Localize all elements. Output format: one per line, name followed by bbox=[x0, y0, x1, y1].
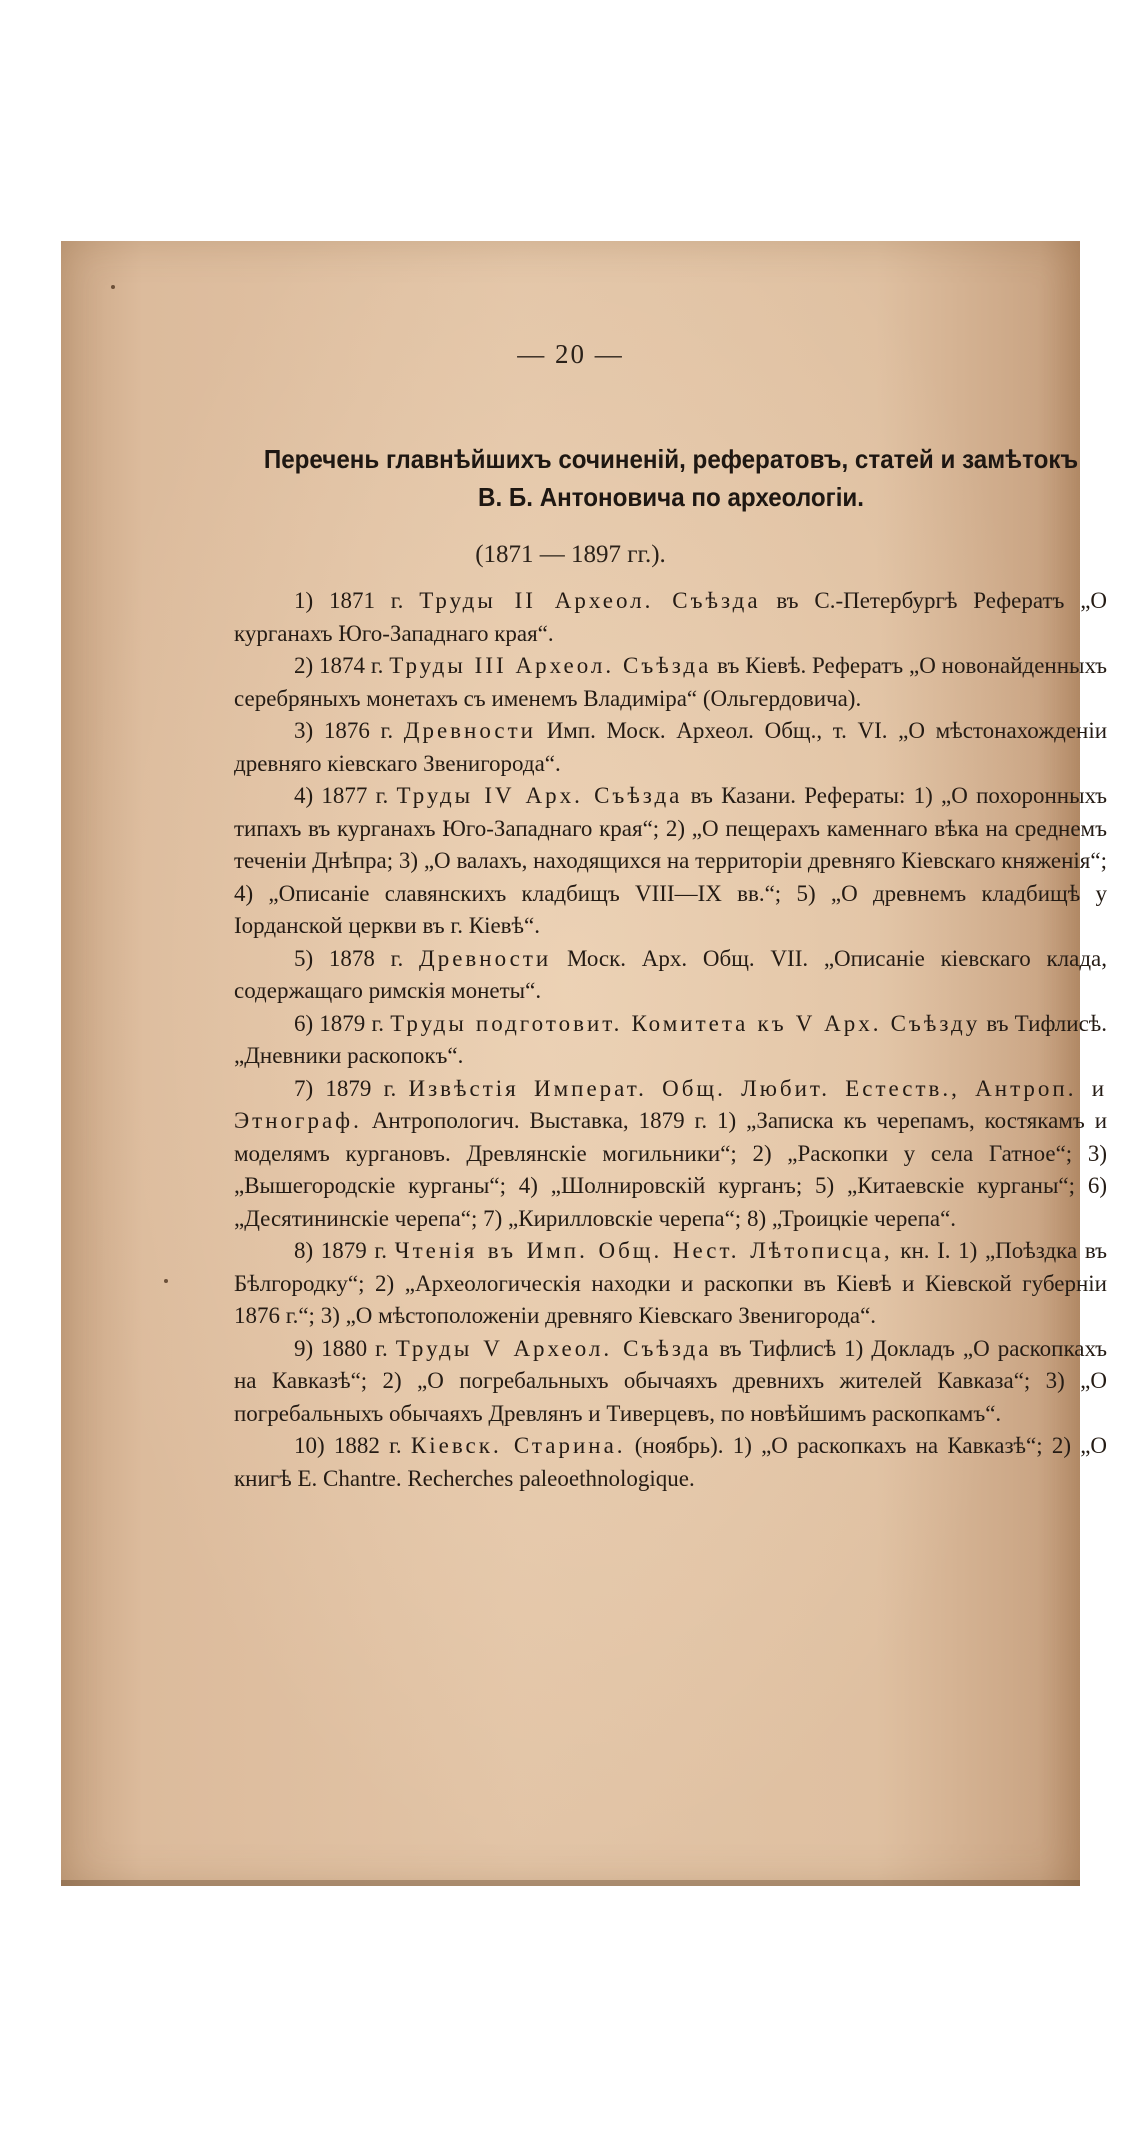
entry-text: Имп. Моск. Археол. Общ., т. VI. „О мѣстонахожденіи древняго кіевскаго Звенигорода“. bbox=[234, 718, 1108, 776]
entry-text: въ С.-Петербургѣ Рефератъ „О курганахъ Юго-Западнаго края“. bbox=[234, 588, 1108, 646]
entry-series: Труды II Археол. Съѣзда bbox=[419, 588, 761, 613]
date-range-subtitle: (1871 — 1897 гг.). bbox=[475, 541, 666, 568]
entry-head: 10) 1882 г. bbox=[294, 1433, 402, 1458]
entry-head: 6) 1879 г. bbox=[294, 1010, 385, 1036]
entry-head: 5) 1878 г. bbox=[294, 945, 404, 971]
bibliography-entry-10 bbox=[234, 1430, 1107, 1495]
bibliography-entry-1 bbox=[234, 585, 1107, 650]
bibliography-entry-5 bbox=[234, 943, 1107, 1008]
entry-head: 9) 1880 г. bbox=[294, 1335, 388, 1361]
bibliography-entry-3 bbox=[234, 715, 1107, 780]
paper-speck bbox=[111, 285, 115, 289]
title-line-2: В. Б. Антоновича по археологіи. bbox=[477, 482, 865, 512]
entry-text: въ Тифлисѣ 1) Докладъ „О раскопкахъ на Кавказѣ“; 2) „О погребальныхъ обычаяхъ древнихъ жителей Кавказа“; 3) „О погребальныхъ обычаяхъ Древлянъ и Тиверцевъ, по новѣйшимъ раскопкамъ“. bbox=[234, 1335, 1107, 1426]
page-title bbox=[262, 440, 1080, 516]
entry-text: въ Казани. Рефераты: 1) „О похоронныхъ типахъ въ курганахъ Юго-Западнаго края“; 2) „О пещерахъ каменнаго вѣка на среднемъ теченіи Днѣпра; 3) „О валахъ, находящихся на территоріи древняго Кіевскаго княженія“; 4) „Описаніе славянскихъ кладбищъ VIII—IX вв.“; 5) „О древнемъ кладбищѣ у Іорданской церкви въ г. Кіевѣ“. bbox=[234, 783, 1108, 938]
entry-series: Труды IV Арх. Съѣзда bbox=[396, 783, 683, 808]
entry-series: Древности bbox=[419, 945, 552, 971]
entry-head: 7) 1879 г. bbox=[294, 1075, 397, 1101]
bibliography-list bbox=[234, 585, 1107, 1495]
entry-text: въ Тифлисѣ. „Дневники раскопокъ“. bbox=[234, 1010, 1108, 1068]
bibliography-entry-7 bbox=[234, 1073, 1107, 1236]
bibliography-entry-6 bbox=[234, 1008, 1107, 1073]
bibliography-entry-4 bbox=[234, 780, 1107, 943]
paper-speck bbox=[164, 1279, 168, 1283]
entry-text: кн. I. 1) „Поѣздка въ Бѣлгородку“; 2) „Археологическія находки и раскопки въ Кіевѣ и Кіевской губерніи 1876 г.“; 3) „О мѣстоположеніи древняго Кіевскаго Звенигорода“. bbox=[234, 1238, 1108, 1328]
entry-series: Древности bbox=[403, 718, 536, 743]
entry-head: 1) 1871 г. bbox=[294, 588, 404, 613]
entry-head: 2) 1874 г. bbox=[294, 653, 384, 678]
page-number: — 20 — bbox=[517, 339, 624, 369]
entry-text: Моск. Арх. Общ. VII. „Описаніе кіевскаго клада, содержащаго римскія монеты“. bbox=[234, 945, 1108, 1003]
entry-head: 3) 1876 г. bbox=[294, 718, 394, 743]
entry-series: Труды V Археол. Съѣзда bbox=[395, 1335, 712, 1361]
title-line-1: Перечень главнѣйшихъ сочиненій, рефератовъ, статей и замѣтокъ bbox=[263, 444, 1079, 474]
entry-series: Кіевск. Старина. bbox=[410, 1433, 626, 1458]
bibliography-entry-8 bbox=[234, 1235, 1107, 1333]
entry-text: въ Кіевѣ. Рефератъ „О новонайденныхъ серебряныхъ монетахъ съ именемъ Владиміра“ (Ольгердовича). bbox=[234, 653, 1108, 711]
bibliography-entry-9 bbox=[234, 1333, 1107, 1431]
entry-head: 4) 1877 г. bbox=[294, 783, 389, 808]
scanned-page bbox=[61, 241, 1108, 1886]
entry-series: Чтенія въ Имп. Общ. Нест. Лѣтописца, bbox=[394, 1238, 893, 1263]
entry-series: Труды подготовит. Комитета къ V Арх. Съѣзду bbox=[390, 1010, 981, 1036]
entry-series: Извѣстія Императ. Общ. Любит. Естеств., Антроп. и Этнограф. bbox=[234, 1075, 1108, 1133]
entry-head: 8) 1879 г. bbox=[294, 1238, 388, 1263]
bibliography-entry-2 bbox=[234, 650, 1107, 715]
entry-text: Антропологич. Выставка, 1879 г. 1) „Записка къ черепамъ, костякамъ и моделямъ кургановъ. Древлянскіе могильники“; 2) „Раскопки у села Гатное“; 3) „Вышегородскіе курганы“; 4) „Шолнировскій курганъ; 5) „Китаевскіе курганы“; 6) „Десятининскіе черепа“; 7) „Кирилловскіе черепа“; 8) „Троицкіе черепа“. bbox=[234, 1108, 1108, 1231]
entry-series: Труды III Археол. Съѣзда bbox=[389, 653, 712, 678]
entry-text: (ноябрь). 1) „О раскопкахъ на Кавказѣ“; 2) „О книгѣ E. Chantre. Recherches paleoethnologique. bbox=[234, 1433, 1108, 1491]
